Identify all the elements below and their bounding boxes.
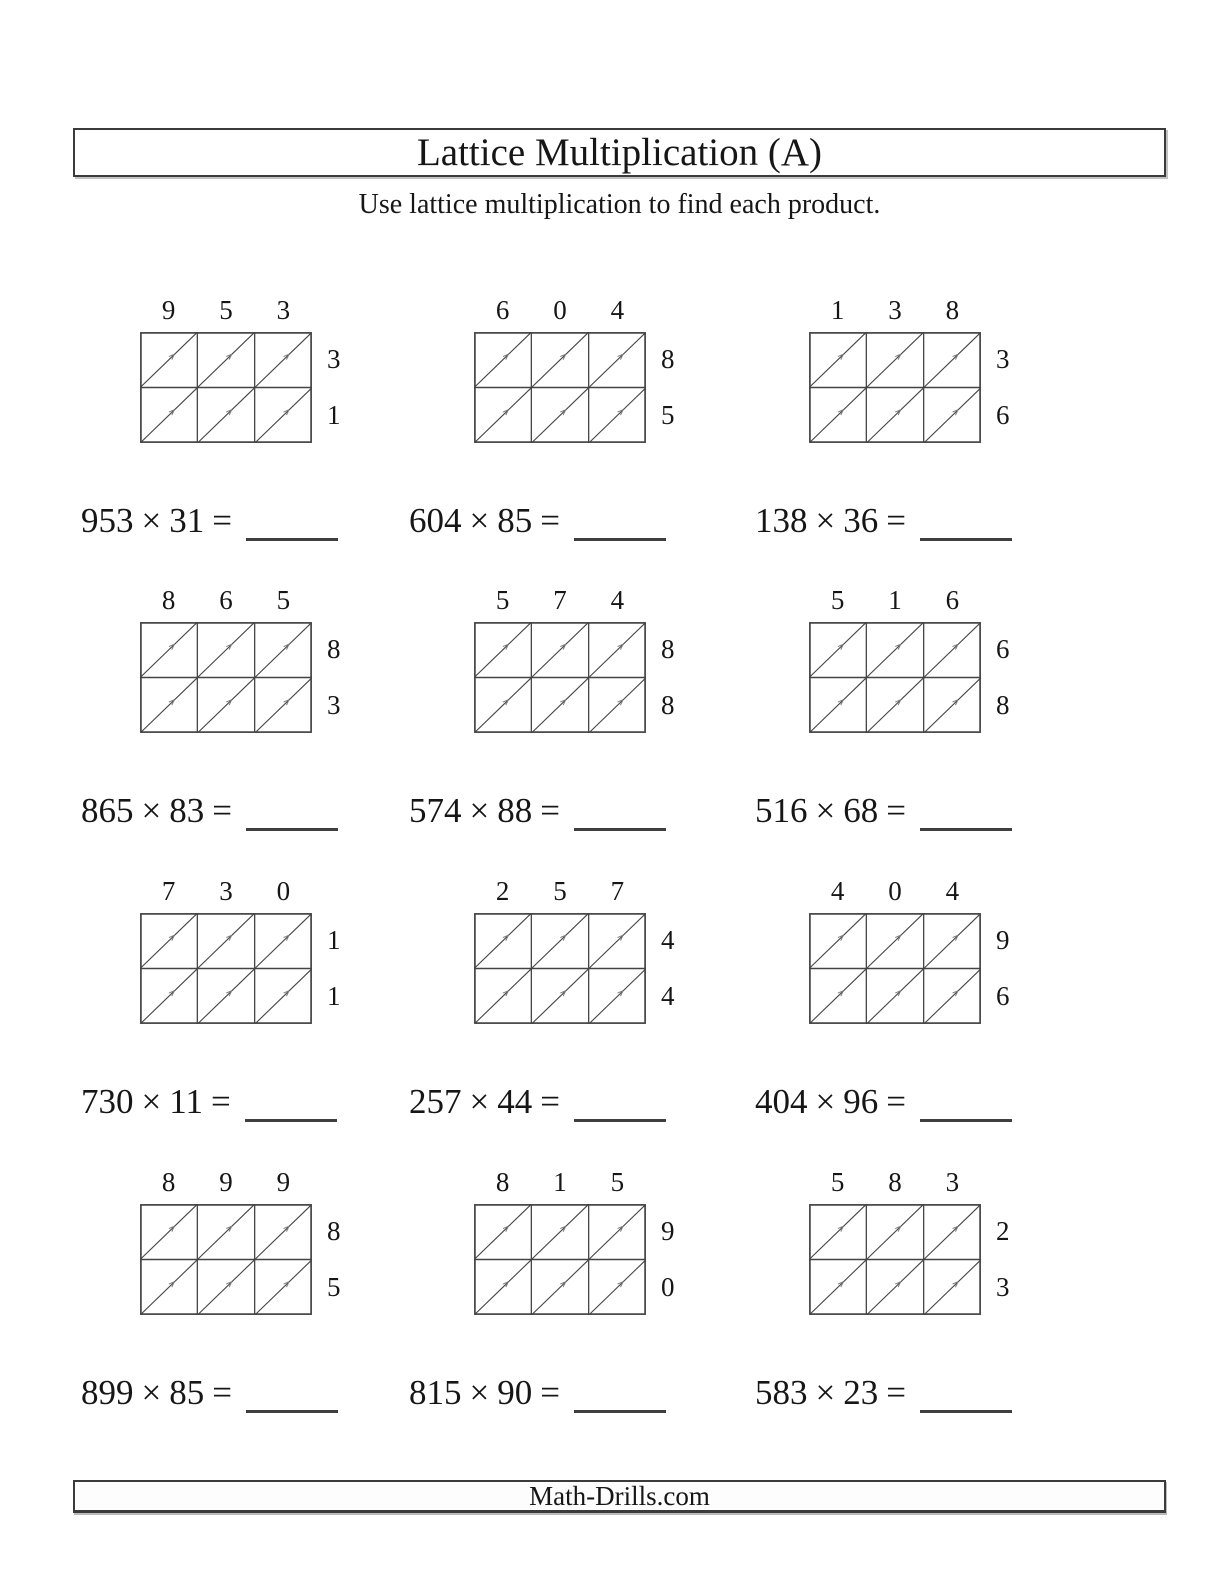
multiplier-digit: 4 [661,980,675,1011]
multiplier-digit: 1 [327,980,341,1011]
multiplicand-digit: 7 [610,876,625,906]
multiplier-digit: 9 [661,1216,675,1246]
factor2: 31 [169,501,205,540]
multiplicand-digit: 3 [945,1167,960,1197]
lattice-grid-wrap [809,332,1010,443]
lattice-problem [755,876,1149,1121]
equals-sign: = [212,501,232,540]
multiplier-digit: 3 [996,1271,1010,1302]
multiplicand-digit: 6 [945,585,960,615]
footer-brand: Math-Drills.com [529,1480,710,1511]
equation [81,502,338,539]
multiplier-digits [327,332,341,443]
lattice-grid-wrap [140,913,341,1024]
multiplicand-digit: 5 [495,585,510,615]
lattice-problem [755,1167,1149,1412]
equals-sign: = [886,1373,906,1412]
multiplier-digit: 9 [996,925,1010,955]
multiplier-digits [661,332,675,443]
multiplier-digits [661,913,675,1024]
lattice-grid [140,913,312,1024]
multiplier-digits [996,913,1010,1024]
multiplier-digit: 3 [327,689,341,720]
equation [755,1083,1012,1120]
factor1: 257 [409,1082,462,1121]
factor1: 583 [755,1373,808,1412]
lattice-grid [140,1204,312,1315]
answer-blank [574,824,666,831]
lattice-problem [755,585,1149,830]
multiplicand-digit: 5 [276,585,291,615]
equals-sign: = [212,1373,232,1412]
equation [409,792,666,829]
answer-blank [246,1406,338,1413]
lattice-grid-wrap [809,913,1010,1024]
factor2: 85 [169,1373,205,1412]
title-box [73,128,1166,177]
factor1: 516 [755,791,808,830]
lattice-problem [755,295,1149,540]
multiplicand-digits [474,1168,646,1196]
multiplicand-digit: 8 [161,1167,176,1197]
factor2: 68 [843,791,879,830]
multiplier-digit: 0 [661,1271,675,1302]
equation [81,1374,338,1411]
multiplicand-digits [140,877,312,905]
factor2: 44 [497,1082,533,1121]
equation [409,1374,666,1411]
factor2: 96 [843,1082,879,1121]
answer-blank [920,534,1012,541]
lattice-grid-wrap [140,332,341,443]
times-sign: × [141,1082,162,1121]
multiplicand-digit: 5 [830,585,845,615]
equation [755,1374,1012,1411]
multiplicand-digit: 3 [219,876,233,906]
answer-blank [574,1406,666,1413]
times-sign: × [815,791,836,830]
multiplier-digits [996,332,1010,443]
multiplier-digit: 8 [996,689,1010,720]
equals-sign: = [540,791,560,830]
lattice-grid [474,622,646,733]
equals-sign: = [540,1082,560,1121]
multiplicand-digit: 3 [276,295,291,325]
multiplicand-digit: 8 [888,1167,902,1197]
equation [409,1083,666,1120]
multiplicand-digit: 6 [219,585,233,615]
multiplier-digit: 2 [996,1216,1010,1246]
multiplicand-digit: 5 [553,876,567,906]
times-sign: × [815,1373,836,1412]
multiplier-digits [327,622,341,733]
equals-sign: = [886,791,906,830]
multiplicand-digits [809,586,981,614]
multiplicand-digits [809,877,981,905]
multiplicand-digits [809,1168,981,1196]
multiplier-digit: 6 [996,399,1010,430]
multiplier-digits [996,1204,1010,1315]
footer-box [73,1480,1166,1513]
multiplier-digit: 8 [661,634,675,664]
multiplier-digits [996,622,1010,733]
multiplier-digit: 1 [327,925,341,955]
answer-blank [245,1115,337,1122]
lattice-grid [809,332,981,443]
times-sign: × [469,1082,490,1121]
instruction-text: Use lattice multiplication to find each product. [358,189,881,220]
lattice-grid [809,1204,981,1315]
lattice-grid [809,622,981,733]
multiplicand-digit: 3 [888,295,902,325]
equals-sign: = [212,791,232,830]
equation [81,792,338,829]
equals-sign: = [886,501,906,540]
factor2: 11 [169,1082,203,1121]
multiplicand-digits [809,296,981,324]
factor1: 730 [81,1082,134,1121]
equals-sign: = [886,1082,906,1121]
multiplier-digit: 8 [661,344,675,374]
equation [755,502,1012,539]
equals-sign: = [210,1082,231,1121]
lattice-grid [474,332,646,443]
multiplier-digit: 6 [996,634,1010,664]
times-sign: × [141,501,162,540]
factor1: 815 [409,1373,462,1412]
answer-blank [246,824,338,831]
multiplicand-digits [474,877,646,905]
multiplicand-digit: 6 [495,295,510,325]
multiplicand-digit: 2 [495,876,510,906]
times-sign: × [815,501,836,540]
answer-blank [574,1115,666,1122]
multiplicand-digits [140,296,312,324]
multiplier-digits [327,913,341,1024]
multiplier-digit: 1 [327,399,341,430]
lattice-grid-wrap [140,1204,341,1315]
lattice-grid [474,1204,646,1315]
multiplicand-digit: 7 [161,876,176,906]
factor1: 865 [81,791,134,830]
multiplicand-digits [140,586,312,614]
multiplicand-digit: 1 [888,585,902,615]
equals-sign: = [540,501,560,540]
factor1: 404 [755,1082,808,1121]
multiplicand-digits [140,1168,312,1196]
multiplicand-digit: 0 [888,876,902,906]
multiplier-digit: 3 [996,344,1010,374]
multiplicand-digit: 0 [553,295,567,325]
multiplier-digit: 5 [327,1271,341,1302]
multiplicand-digit: 4 [830,876,845,906]
times-sign: × [141,791,162,830]
lattice-grid [140,622,312,733]
lattice-grid [809,913,981,1024]
factor1: 953 [81,501,134,540]
multiplicand-digit: 5 [610,1167,625,1197]
answer-blank [574,534,666,541]
lattice-grid-wrap [474,622,675,733]
multiplier-digit: 8 [327,634,341,664]
multiplicand-digit: 8 [161,585,176,615]
factor1: 138 [755,501,808,540]
multiplier-digit: 8 [661,689,675,720]
lattice-grid-wrap [474,332,675,443]
lattice-grid [474,913,646,1024]
lattice-grid-wrap [809,1204,1010,1315]
multiplicand-digits [474,586,646,614]
factor1: 899 [81,1373,134,1412]
lattice-grid-wrap [809,622,1010,733]
times-sign: × [141,1373,162,1412]
multiplicand-digit: 9 [276,1167,291,1197]
multiplier-digit: 5 [661,399,675,430]
multiplier-digit: 4 [661,925,675,955]
equation [409,502,666,539]
multiplicand-digit: 8 [945,295,960,325]
multiplier-digits [327,1204,341,1315]
multiplicand-digit: 9 [161,295,176,325]
times-sign: × [815,1082,836,1121]
page-title: Lattice Multiplication (A) [416,131,823,174]
multiplier-digit: 3 [327,344,341,374]
lattice-grid-wrap [474,1204,675,1315]
factor2: 23 [843,1373,879,1412]
multiplicand-digit: 1 [830,295,845,325]
multiplier-digit: 6 [996,980,1010,1011]
factor2: 88 [497,791,533,830]
factor1: 574 [409,791,462,830]
answer-blank [246,534,338,541]
answer-blank [920,1115,1012,1122]
equation [755,792,1012,829]
multiplier-digits [661,622,675,733]
lattice-grid-wrap [140,622,341,733]
multiplier-digits [661,1204,675,1315]
times-sign: × [469,1373,490,1412]
multiplicand-digit: 4 [945,876,960,906]
multiplicand-digit: 7 [553,585,567,615]
multiplicand-digit: 5 [830,1167,845,1197]
multiplicand-digit: 8 [495,1167,510,1197]
factor2: 83 [169,791,205,830]
factor2: 36 [843,501,879,540]
multiplicand-digit: 5 [219,295,233,325]
multiplicand-digit: 4 [610,585,625,615]
lattice-grid [140,332,312,443]
factor2: 85 [497,501,533,540]
equation [81,1083,337,1120]
multiplicand-digit: 0 [276,876,291,906]
equals-sign: = [540,1373,560,1412]
factor2: 90 [497,1373,533,1412]
factor1: 604 [409,501,462,540]
multiplicand-digits [474,296,646,324]
lattice-grid-wrap [474,913,675,1024]
times-sign: × [469,791,490,830]
answer-blank [920,1406,1012,1413]
times-sign: × [469,501,490,540]
multiplicand-digit: 4 [610,295,625,325]
answer-blank [920,824,1012,831]
multiplier-digit: 8 [327,1216,341,1246]
multiplicand-digit: 9 [219,1167,233,1197]
multiplicand-digit: 1 [553,1167,567,1197]
